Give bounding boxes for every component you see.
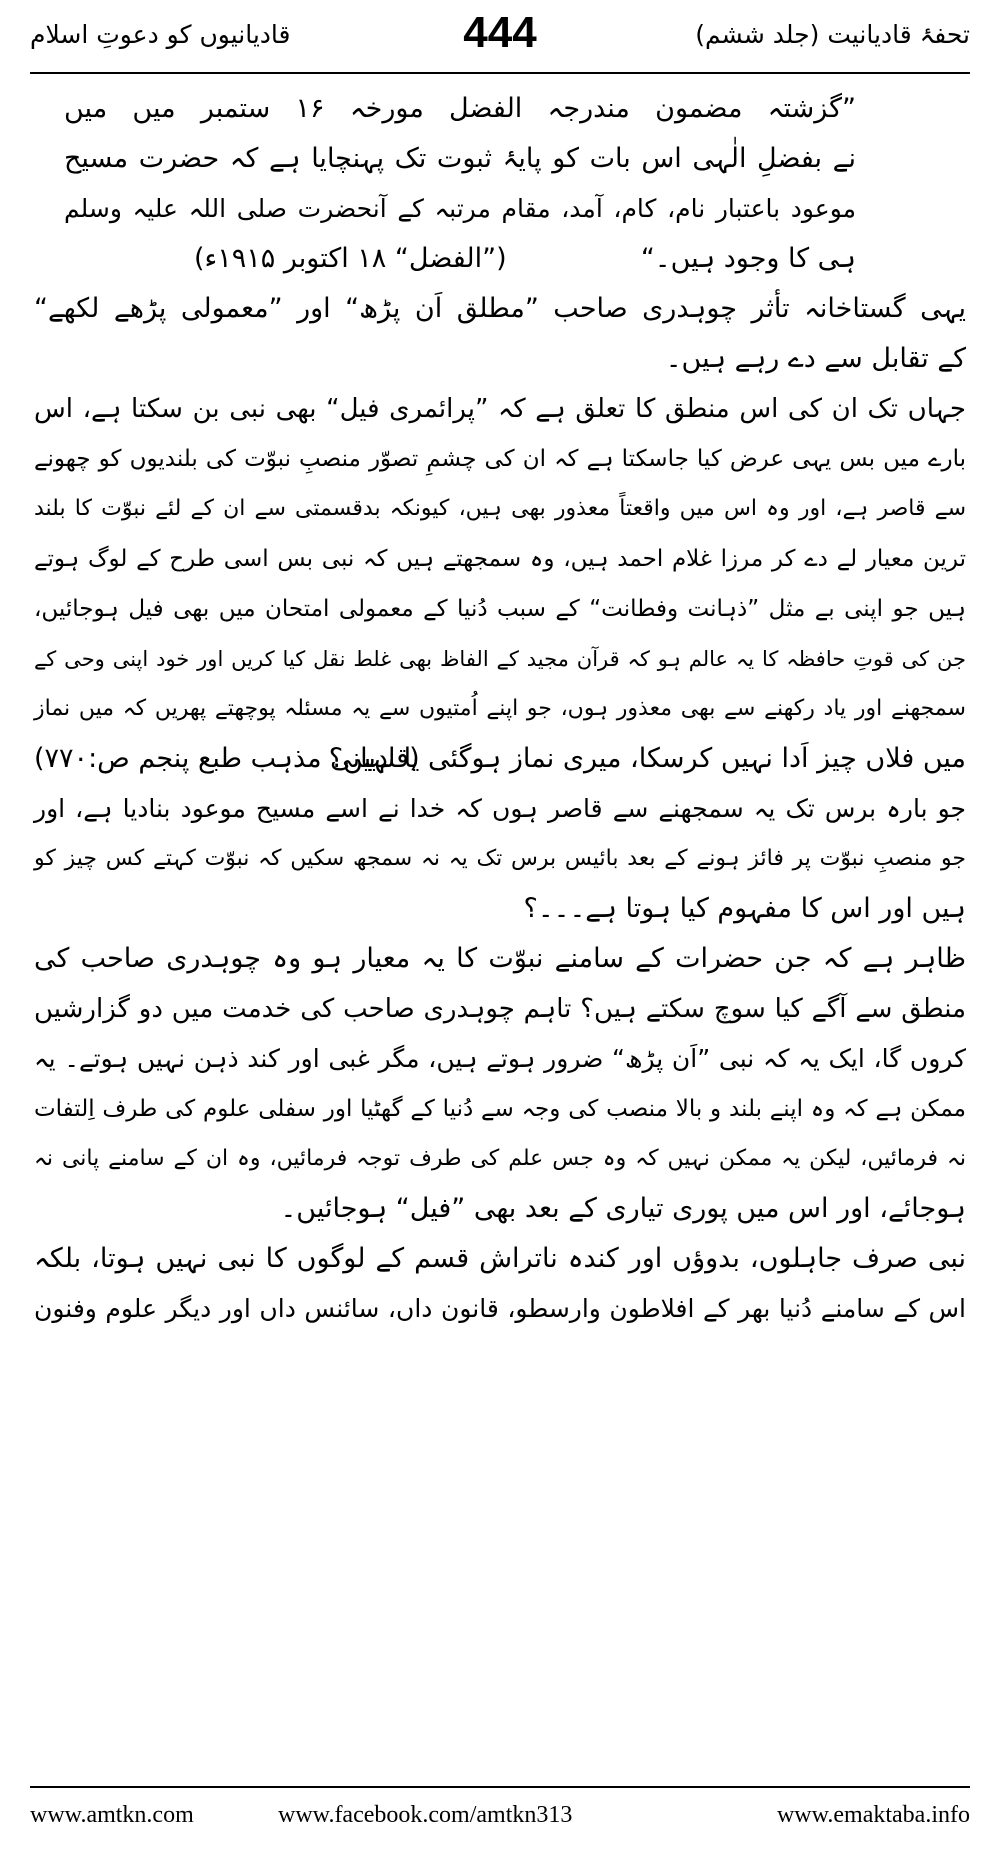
- text-line: جن کی قوتِ حافظہ کا یہ عالم ہو کہ قرآن مجید کے الفاظ بھی غلط نقل کیا کریں اور خود اپنی وحی کے: [34, 647, 966, 671]
- text-line: میں فلاں چیز اَدا نہیں کرسکا، میری نماز ہوگئی یا نہیں؟ (قادیانی مذہب طبع پنجم ص:۷۷۰): [34, 734, 966, 784]
- quote-reference: (”الفضل“ ۱۸ اکتوبر ۱۹۱۵ء): [194, 243, 507, 274]
- text-line: ممکن ہے کہ وہ اپنے بلند و بالا منصب کی وجہ سے دُنیا کے گھٹیا اور سفلی علوم کی طرف اِلتفات: [34, 1096, 966, 1122]
- text-line: نہ فرمائیں، لیکن یہ ممکن نہیں کہ وہ جس علم کی طرف توجہ فرمائیں، وہ ان کے سامنے پانی نہ: [34, 1146, 966, 1171]
- text-line: ہی کا وجود ہیں۔“ (”الفضل“ ۱۸ اکتوبر ۱۹۱۵ء): [34, 234, 966, 284]
- header-divider: [30, 72, 970, 74]
- page-body: [34, 84, 966, 1334]
- text-line: کے تقابل سے دے رہے ہیں۔: [665, 343, 966, 374]
- text-line: جو بارہ برس تک یہ سمجھنے سے قاصر ہوں کہ خدا نے اسے مسیح موعود بنادیا ہے، اور: [34, 794, 966, 823]
- text-line: بارے میں بس یہی عرض کیا جاسکتا ہے کہ ان کی چشمِ تصوّر منصبِ نبوّت کی بلندیوں کو چھونے: [34, 446, 966, 472]
- text-line: منطق سے آگے کیا سوچ سکتے ہیں؟ تاہم چوہدری صاحب کی خدمت میں دو گزارشیں: [34, 994, 966, 1024]
- text-line: سے قاصر ہے، اور وہ اس میں واقعتاً معذور بھی ہیں، کیونکہ بدقسمتی سے ان کے لئے نبوّت کا بلند: [34, 496, 966, 521]
- footer-link-facebook[interactable]: www.facebook.com/amtkn313: [278, 1802, 573, 1828]
- quote-reference: (قادیانی مذہب طبع پنجم ص:۷۷۰): [34, 743, 420, 774]
- footer-link-emaktaba[interactable]: www.emaktaba.info: [776, 1802, 970, 1828]
- text-line: ترین معیار لے دے کر مرزا غلام احمد ہیں، وہ سمجھتے ہیں کہ نبی بس اسی طرح کے لوگ ہوتے: [34, 546, 966, 572]
- text-line: سمجھنے اور یاد رکھنے سے بھی معذور ہوں، جو اپنے اُمتیوں سے یہ مسئلہ پوچھتے پھریں کہ میں نماز: [34, 696, 966, 721]
- text-line: جو منصبِ نبوّت پر فائز ہونے کے بعد بائیس برس تک یہ نہ سمجھ سکیں کہ نبوّت کہتے کس چیز کو: [34, 846, 966, 871]
- text-line: جہاں تک ان کی اس منطق کا تعلق ہے کہ ”پرائمری فیل“ بھی نبی بن سکتا ہے، اس: [34, 394, 966, 424]
- text-line: نبی صرف جاہلوں، بدوؤں اور کندہ ناتراش قسم کے لوگوں کا نبی نہیں ہوتا، بلکہ: [34, 1243, 966, 1274]
- chapter-title: قادیانیوں کو دعوتِ اسلام: [30, 20, 291, 49]
- text-line: کروں گا، ایک یہ کہ نبی ”اَن پڑھ“ ضرور ہوتے ہیں، مگر غبی اور کند ذہن نہیں ہوتے۔ یہ: [34, 1044, 966, 1073]
- page-header: [30, 8, 970, 70]
- book-title: تحفۂ قادیانیت (جلد ششم): [695, 20, 970, 49]
- text-line: ”گزشتہ مضمون مندرجہ الفضل مورخہ ۱۶ ستمبر میں میں: [64, 93, 857, 124]
- text-line: اس کے سامنے دُنیا بھر کے افلاطون وارسطو، قانون داں، سائنس داں اور دیگر علوم وفنون: [34, 1294, 966, 1323]
- footer-link-amtkn[interactable]: www.amtkn.com: [30, 1802, 194, 1828]
- text-line: ہیں اور اس کا مفہوم کیا ہوتا ہے۔۔۔؟: [523, 893, 966, 924]
- footer-divider: [30, 1786, 970, 1788]
- text-line: ظاہر ہے کہ جن حضرات کے سامنے نبوّت کا یہ معیار ہو وہ چوہدری صاحب کی: [34, 943, 966, 974]
- page-footer: [30, 1796, 970, 1836]
- text-line: ہیں جو اپنی بے مثل ”ذہانت وفطانت“ کے سبب دُنیا کے معمولی امتحان میں بھی فیل ہوجائیں،: [34, 596, 966, 622]
- text-line: ہوجائے، اور اس میں پوری تیاری کے بعد بھی ”فیل“ ہوجائیں۔: [280, 1193, 966, 1224]
- text-line: موعود باعتبار نام، کام، آمد، مقام مرتبہ کے آنحضرت صلی اللہ علیہ وسلم: [64, 194, 856, 223]
- text-line: یہی گستاخانہ تأثر چوہدری صاحب ”مطلق اَن پڑھ“ اور ”معمولی پڑھے لکھے“: [34, 293, 966, 324]
- page-number: 444: [463, 8, 537, 57]
- text-line: نے بفضلِ الٰہی اس بات کو پایۂ ثبوت تک پہنچایا ہے کہ حضرت مسیح: [64, 143, 856, 174]
